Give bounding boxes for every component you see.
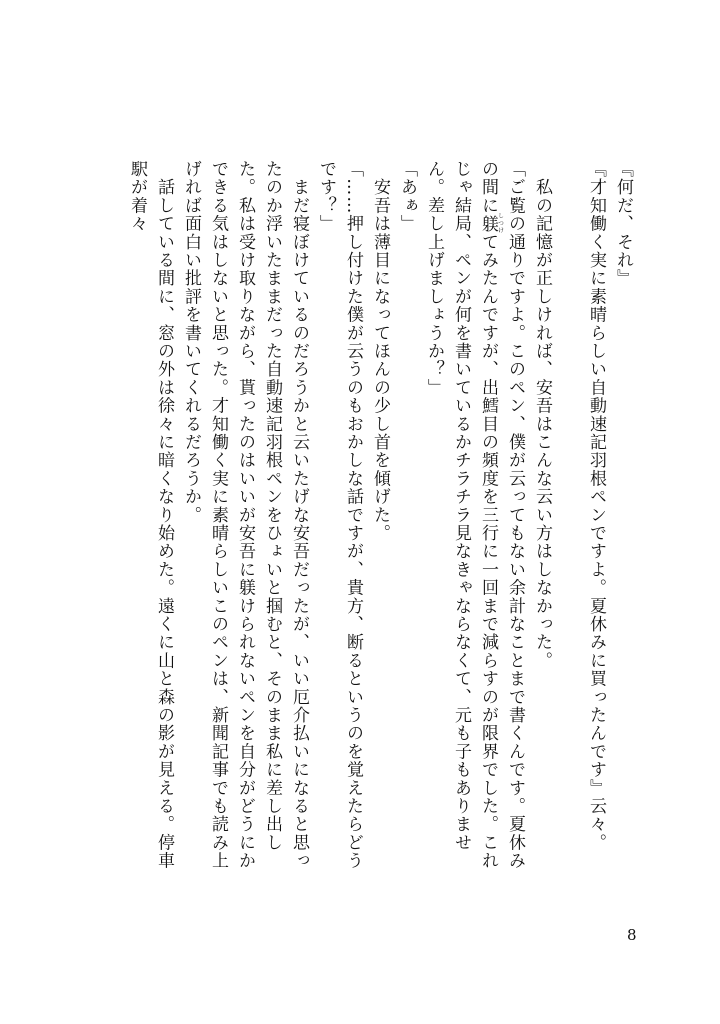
narration-paragraph: 私の記憶が正しければ、安吾はこんな云い方はしなかった。 (532, 160, 552, 670)
blank-line (555, 160, 582, 880)
dialogue-paragraph: 「ご覧の通りですよ。このペン、僕が云ってもない余計なことまで書くんです。夏休みの間に躾しつけてみたんですが、出鱈目の頻度を三行に一回まで減らすのが限界でした。これじゃ結局、ペンが何を書いているかチラチラ見なきゃならなくて、元も子もありません。差し上げましょうか？」 (424, 160, 525, 870)
ruby-annotation: 躾しつけ (478, 212, 504, 235)
narration-paragraph: 安吾は薄目になってほんの少し首を傾げた。 (370, 160, 390, 543)
narration-paragraph: まだ寝ぼけているのだろうかと云いたげな安吾だったが、いい厄介払いになると思ったのか浮いたままだった自動速記羽根ペンをひょいと掴むと、そのまま私に差し出した。私は受け取りながら、貰ったのはいいが安吾に躾けられないペンを自分がどうにかできる気はしないと思った。才知働く実に素晴らしいこのペンは、新聞記事でも読み上げれば面白い批評を書いてくれるだろうか。 (181, 160, 309, 870)
dialogue-line: 『何だ、それ』 (613, 160, 633, 288)
dialogue-line: 「あぁ」 (397, 160, 417, 233)
ruby-reading: しつけ (496, 212, 504, 235)
dialogue-paragraph: 「……押し付けた僕が云うのもおかしな話ですが、貴方、断るというのを覚えたらどうです？」 (316, 160, 363, 870)
narration-paragraph: 話している間に、窓の外は徐々に暗くなり始めた。遠くに山と森の影が見える。停車駅が着々 (127, 160, 174, 870)
dialogue-line: 『才知働く実に素晴らしい自動速記羽根ペンですよ。夏休みに買ったんです』云々。 (586, 160, 606, 852)
vertical-text-block (76, 160, 636, 880)
page-number: 8 (627, 926, 637, 944)
